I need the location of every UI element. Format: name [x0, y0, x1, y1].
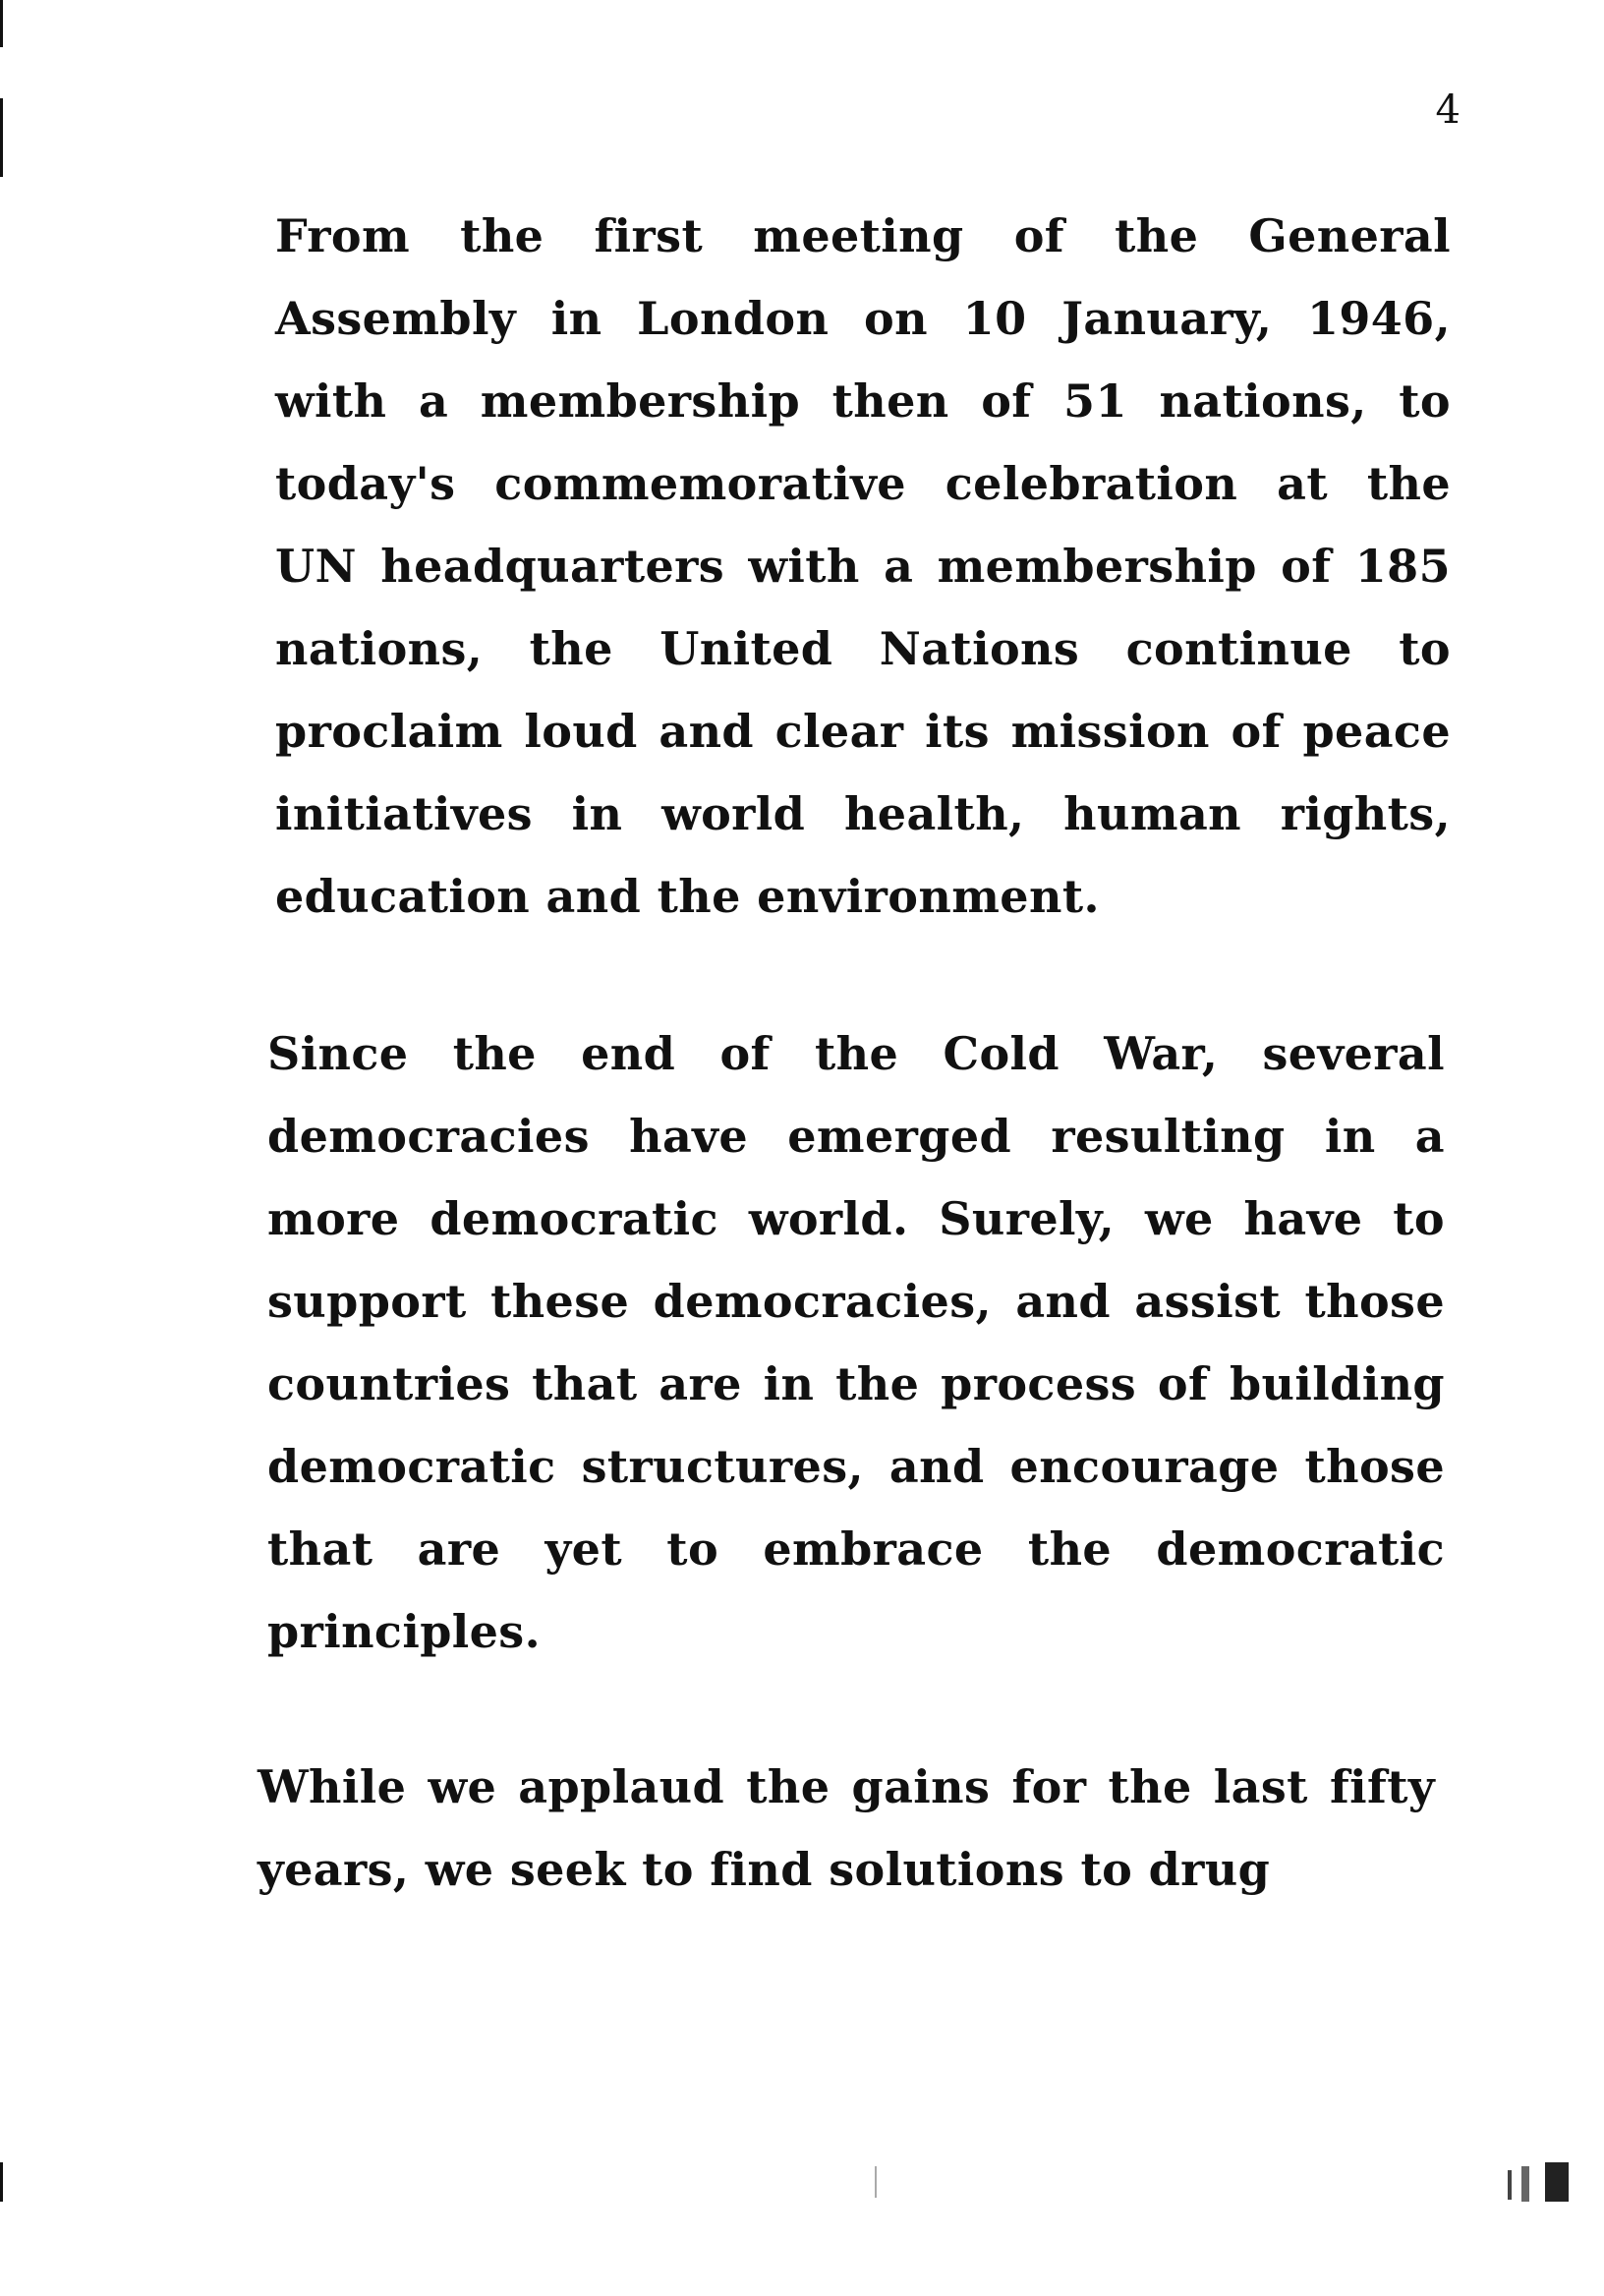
scan-artifact-bottom-right — [1508, 2170, 1512, 2200]
scan-artifact-bottom-right — [1545, 2162, 1569, 2202]
scan-artifact-left-top — [0, 0, 3, 47]
paragraph-un-history: From the first meeting of the General Assembly in London on 10 January, 1946, with a membership then of 51 nations, to today's commemorative celebration at the UN headquarters with a membership of 185 nations, the United Nations continue to proclaim loud and clear its mission of peace initiatives in world health, human rights, education and the environment. — [275, 209, 1451, 923]
paragraph-gains: While we applaud the gains for the last fifty years, we seek to find solutions to drug — [258, 1760, 1435, 1896]
scan-artifact-bottom-center — [875, 2166, 877, 2198]
scan-artifact-left-bottom — [0, 2162, 3, 2202]
page-number: 4 — [1435, 87, 1461, 133]
paragraph-democracies: Since the end of the Cold War, several democracies have emerged resulting in a more democratic world. Surely, we have to support these democracies, and assist those countries that are in the process of building democratic structures, and encourage those that are yet to embrace the democratic principles. — [267, 1027, 1445, 1658]
scan-artifact-left-mid — [0, 98, 3, 177]
scan-artifact-bottom-right — [1521, 2166, 1529, 2202]
